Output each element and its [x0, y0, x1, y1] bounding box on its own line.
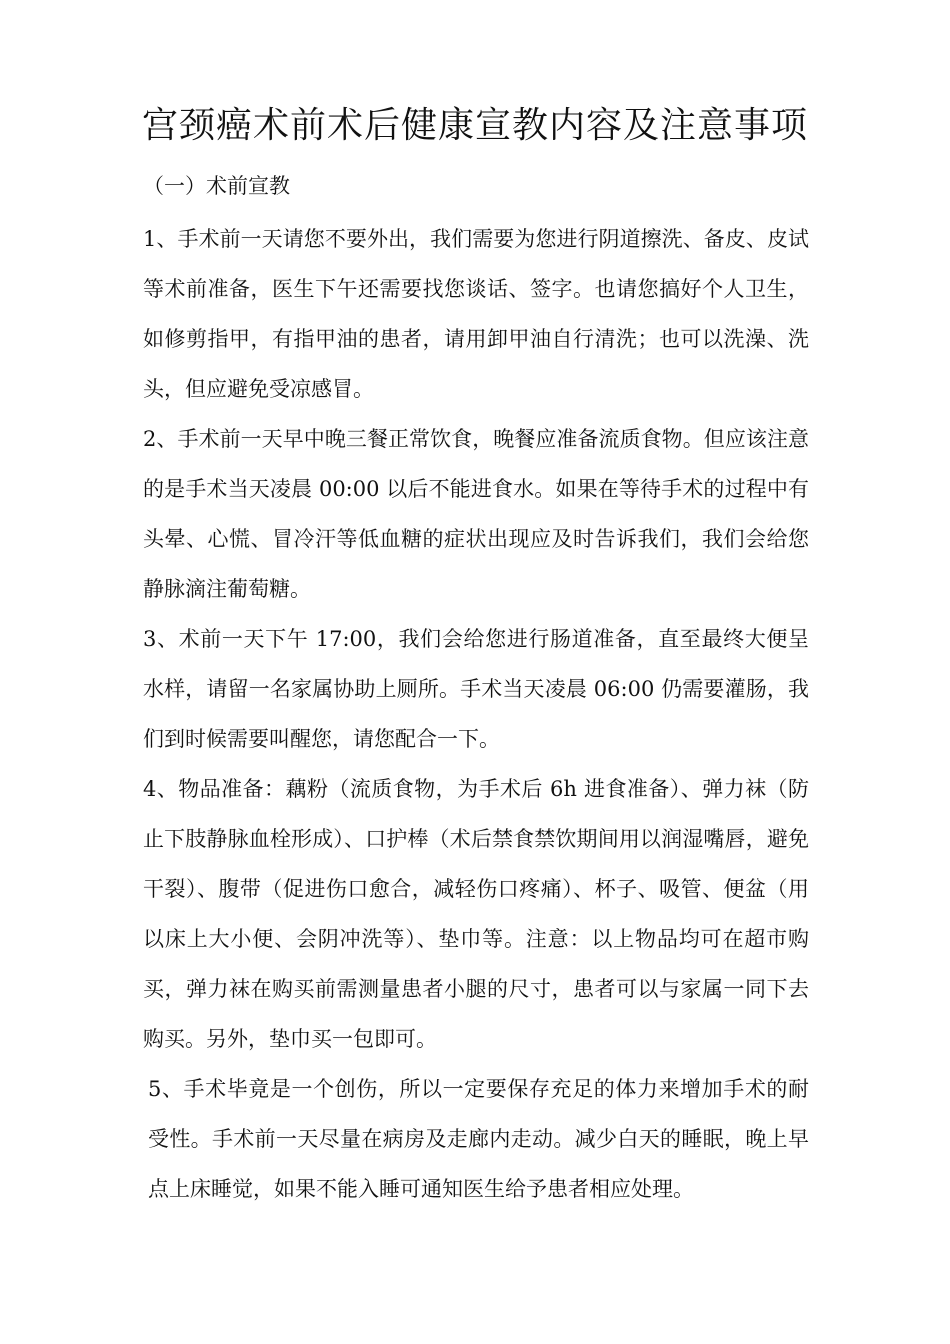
document-title: 宫颈癌术前术后健康宣教内容及注意事项 [141, 105, 808, 146]
paragraph-2: 2、手术前一天早中晚三餐正常饮食，晚餐应准备流质食物。但应该注意的是手术当天凌晨 00:00 以后不能进食水。如果在等待手术的过程中有头晕、心慌、冒冷汗等低血糖的症状出现应及时告诉我们，我们会给您静脉滴注葡萄糖。 [143, 427, 809, 601]
paragraph-1: 1、手术前一天请您不要外出，我们需要为您进行阴道擦洗、备皮、皮试等术前准备，医生下午还需要找您谈话、签字。也请您搞好个人卫生，如修剪指甲，有指甲油的患者，请用卸甲油自行清洗；也可以洗澡、洗头，但应避免受凉感冒。 [143, 227, 809, 401]
paragraph-5: 5、手术毕竟是一个创伤，所以一定要保存充足的体力来增加手术的耐受性。手术前一天尽量在病房及走廊内走动。减少白天的睡眠，晚上早点上床睡觉，如果不能入睡可通知医生给予患者相应处理。 [148, 1077, 809, 1201]
section-heading: （一）术前宣教 [143, 174, 290, 198]
paragraph-4: 4、物品准备：藕粉（流质食物，为手术后 6h 进食准备）、弹力袜（防止下肢静脉血栓形成）、口护棒（术后禁食禁饮期间用以润湿嘴唇，避免干裂）、腹带（促进伤口愈合，减轻伤口疼痛）、杯子、吸管、便盆（用以床上大小便、会阴冲洗等）、垫巾等。注意：以上物品均可在超市购买，弹力袜在购买前需测量患者小腿的尺寸，患者可以与家属一同下去购买。另外，垫巾买一包即可。 [143, 777, 809, 1051]
document-body [143, 214, 809, 1214]
paragraph-3: 3、术前一天下午 17:00，我们会给您进行肠道准备，直至最终大便呈水样，请留一名家属协助上厕所。手术当天凌晨 06:00 仍需要灌肠，我们到时候需要叫醒您，请您配合一下。 [143, 627, 809, 751]
